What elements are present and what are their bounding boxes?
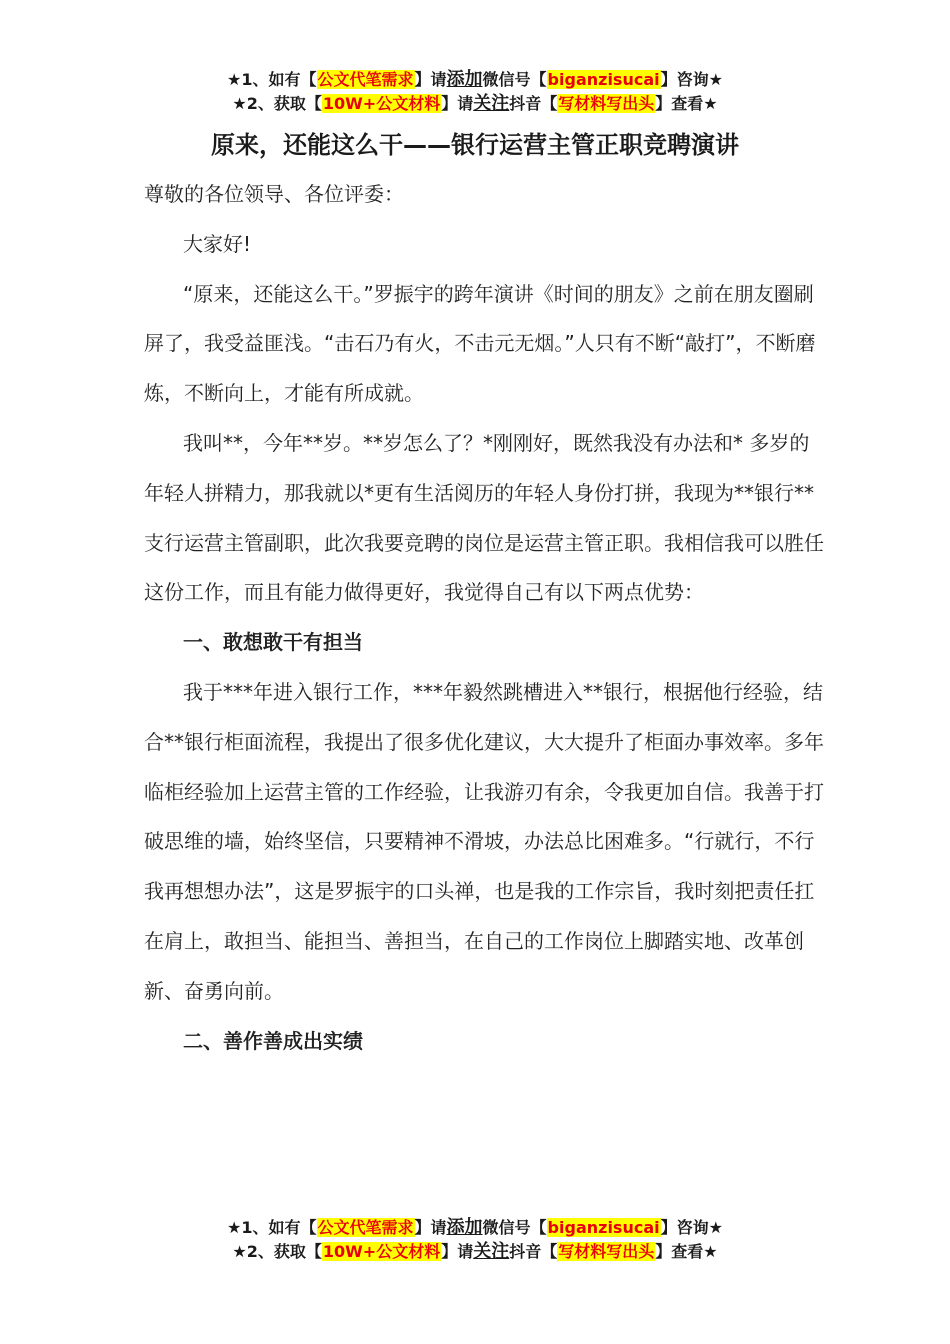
underlined-text: 添加	[446, 1217, 483, 1238]
underlined-text: 关注	[473, 1241, 510, 1262]
highlight-text: 10W+公文材料	[322, 1242, 441, 1261]
wechat-id-highlight: biganzisucai	[547, 70, 660, 89]
document-body	[144, 170, 824, 1066]
paragraph-self-intro: 我叫**，今年**岁。**岁怎么了？*刚刚好，既然我没有办法和* 多岁的年轻人拼精力，那我就以*更有生活阅历的年轻人身份打拼，我现为**银行**支行运营主管副职，此次我要竞聘的岗位是运营主管正职。我相信我可以胜任这份工作，而且有能力做得更好，我觉得自己有以下两点优势：	[144, 430, 824, 605]
promo-banner-top	[0, 68, 950, 116]
paragraph-section-1: 我于***年进入银行工作，***年毅然跳槽进入**银行，根据他行经验，结合**银行柜面流程，我提出了很多优化建议，大大提升了柜面办事效率。多年临柜经验加上运营主管的工作经验，让我游刃有余，令我更加自信。我善于打破思维的墙，始终坚信，只要精神不滑坡，办法总比困难多。“行就行，不行我再想想办法”，这是罗振宇的口头禅，也是我的工作宗旨，我时刻把责任扛在肩上，敢担当、能担当、善担当，在自己的工作岗位上脚踏实地、改革创新、奋勇向前。	[144, 679, 824, 1003]
underlined-text: 添加	[446, 69, 483, 90]
promo-banner-bottom	[0, 1216, 950, 1264]
promo-line-2: ★2、获取【10W+公文材料】请关注抖音【写材料写出头】查看★	[232, 93, 718, 114]
paragraph-intro: “原来，还能这么干。”罗振宇的跨年演讲《时间的朋友》之前在朋友圈刷屏了，我受益匪浅。“击石乃有火，不击元无烟。”人只有不断“敲打”，不断磨炼，不断向上，才能有所成就。	[144, 281, 816, 406]
section-heading-2: 二、善作善成出实绩	[183, 1028, 363, 1053]
promo-line-2: ★2、获取【10W+公文材料】请关注抖音【写材料写出头】查看★	[232, 1241, 718, 1262]
document-title: 原来，还能这么干——银行运营主管正职竞聘演讲	[211, 131, 739, 159]
underlined-text: 关注	[473, 93, 510, 114]
section-heading-1: 一、敢想敢干有担当	[183, 630, 363, 655]
highlight-text: 10W+公文材料	[322, 94, 441, 113]
douyin-highlight: 写材料写出头	[558, 94, 655, 113]
highlight-text: 公文代笔需求	[317, 70, 414, 89]
wechat-id-highlight: biganzisucai	[547, 1218, 660, 1237]
promo-line-1: ★1、如有【公文代笔需求】请添加微信号【biganzisucai】咨询★	[227, 1217, 723, 1238]
salutation: 尊敬的各位领导、各位评委：	[144, 182, 404, 206]
highlight-text: 公文代笔需求	[317, 1218, 414, 1237]
promo-line-1: ★1、如有【公文代笔需求】请添加微信号【biganzisucai】咨询★	[227, 69, 723, 90]
douyin-highlight: 写材料写出头	[558, 1242, 655, 1261]
greeting: 大家好!	[183, 231, 252, 256]
